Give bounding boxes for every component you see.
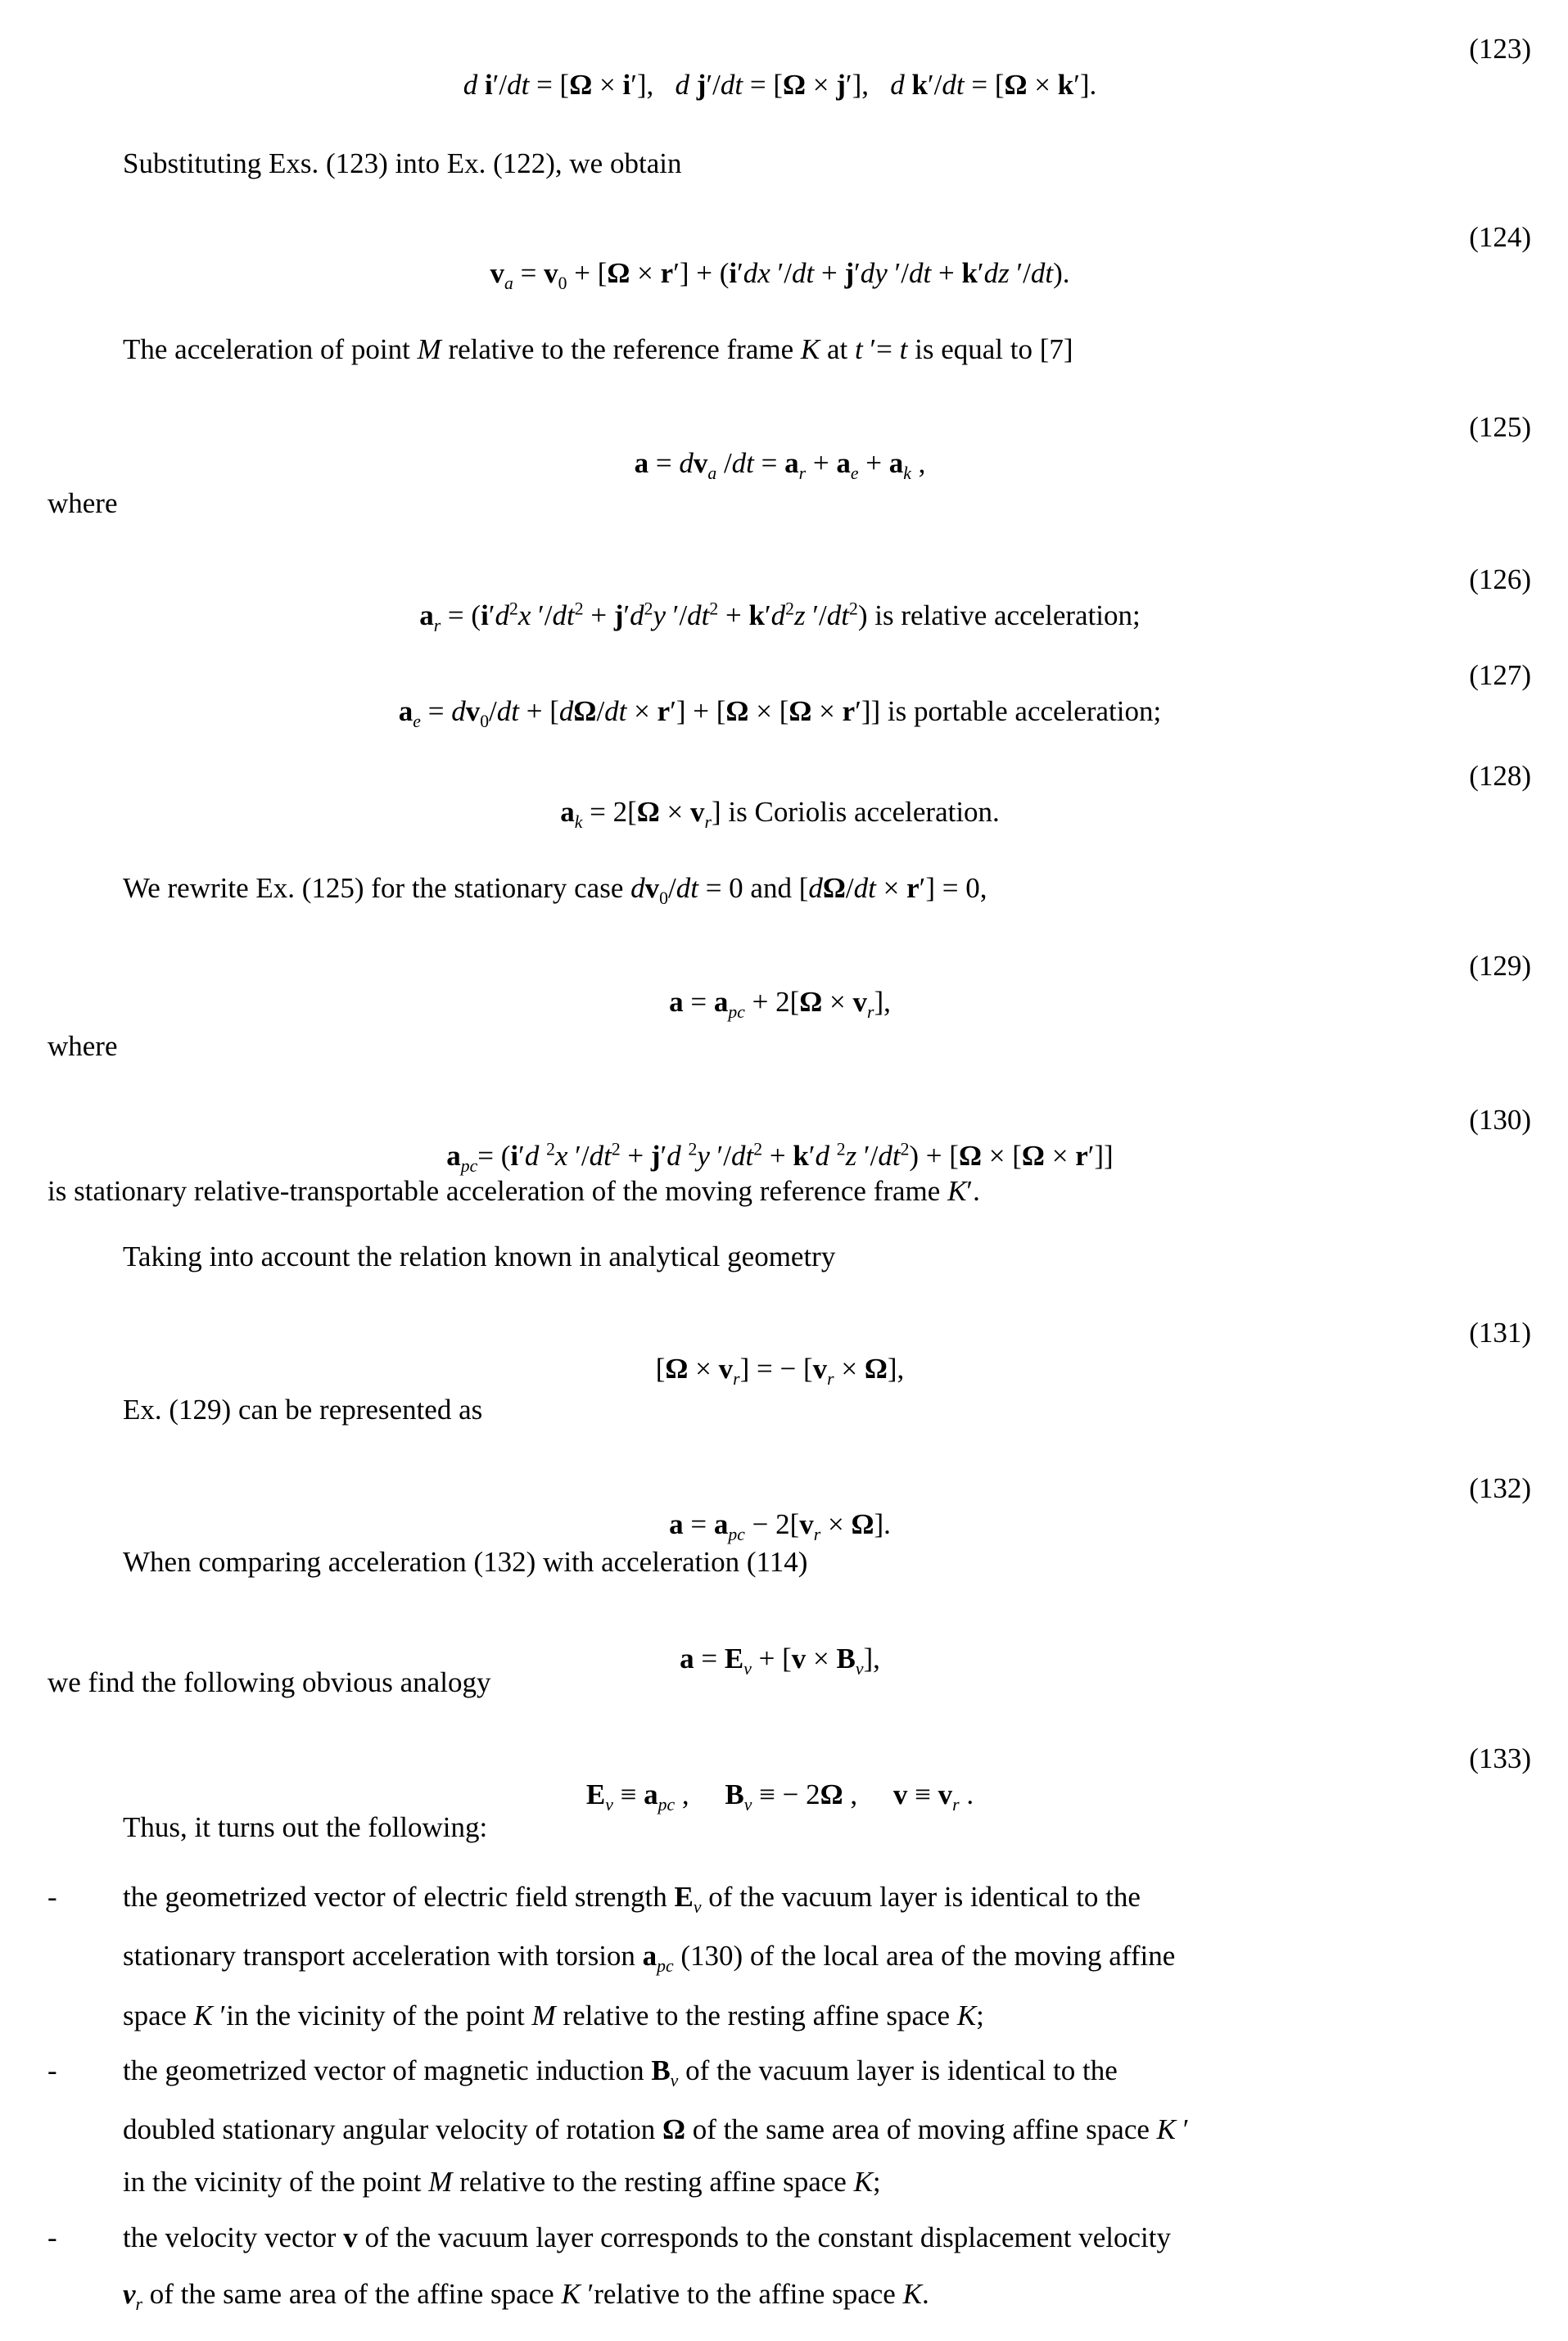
bullet-1-line-3: space K ′in the vicinity of the point M relative to the resting affine space K; xyxy=(123,2000,984,2031)
equation-132-body: $a = a_{pc} - 2[v_r \times \Omega]$. xyxy=(669,1507,891,1544)
equation-125-number: (125) xyxy=(1469,411,1531,443)
equation-131 xyxy=(0,1315,1531,1462)
label-where-1: where xyxy=(47,487,118,519)
bullet-2-marker: - xyxy=(47,2054,57,2086)
bullet-1-marker: - xyxy=(47,1881,57,1913)
paragraph-comparing: When comparing acceleration (132) with acceleration (114) xyxy=(123,1546,808,1578)
equation-128-number: (128) xyxy=(1469,760,1531,792)
bullet-1-line-1: the geometrized vector of electric field strength $E_v$ of the vacuum layer is identical to the xyxy=(123,1881,1141,1917)
bullet-2-line-3: in the vicinity of the point M relative to the resting affine space K; xyxy=(123,2166,881,2198)
equation-129 xyxy=(0,948,1531,1095)
equation-128-body: $a_k = 2[\Omega \times v_r]$ is Coriolis acceleration. xyxy=(560,795,1000,832)
bullet-2-line-1: the geometrized vector of magnetic induction $B_v$ of the vacuum layer is identical to the xyxy=(123,2054,1118,2090)
equation-125-body: $a = dv_a$ $/dt = a_r + a_e + a_k$ , xyxy=(634,446,926,483)
equation-126-body: $a_r = (i'd^2x$ $'/dt^2 + j'd^2y$ $'/dt^2 + k'd^2z$ $'/dt^2$) is relative acceleration; xyxy=(419,599,1141,635)
equation-126-number: (126) xyxy=(1469,563,1531,595)
equation-133-number: (133) xyxy=(1469,1742,1531,1774)
equation-127-body: $a_e = dv_0/dt + [d\Omega/dt \times r'] + [\Omega \times [\Omega \times r']]$ is portable acceleration; xyxy=(398,694,1162,731)
equation-132-number: (132) xyxy=(1469,1472,1531,1504)
equation-123-body: d i′/dt = [Ω × i′], d j′/dt = [Ω × j′], d k′/dt = [Ω × k′]. xyxy=(463,68,1097,101)
equation-field-analogy-body: $a = E_v + [v \times B_v]$, xyxy=(680,1642,880,1679)
equation-127-number: (127) xyxy=(1469,659,1531,691)
equation-129-number: (129) xyxy=(1469,950,1531,982)
equation-124-body: $v_a = v_0 + [\Omega \times r'] + (i'dx$ ′/dt + j′dy ′/dt + k′dz ′/dt). xyxy=(490,256,1070,293)
label-where-2: where xyxy=(47,1030,118,1062)
equation-129-body: $a = a_{pc} + 2[\Omega \times v_r]$, xyxy=(669,985,891,1022)
paragraph-stationary-note: is stationary relative-transportable acceleration of the moving reference frame K′. xyxy=(47,1175,980,1207)
bullet-3-marker: - xyxy=(47,2221,57,2253)
equation-131-body: $[\Omega \times v_r]$ = − $[v_r \times \Omega]$, xyxy=(655,1352,905,1389)
equation-130-body: $a_{pc}= (i'd$ $^2$x $'/dt^2 + j'd$ $^2$y $'/dt^2 + k'd$ $^2$z $'/dt^2) + [\Omega \times [\Omega \times r']]$ xyxy=(446,1139,1114,1176)
bullet-1-line-2: stationary transport acceleration with torsion $a_{pc}$ (130) of the local area of the moving affine xyxy=(123,1940,1176,1976)
equation-125 xyxy=(0,409,1531,556)
paragraph-ex129-represented: Ex. (129) can be represented as xyxy=(123,1394,483,1426)
paragraph-substituting: Substituting Exs. (123) into Ex. (122), we obtain xyxy=(123,147,682,179)
equation-130-number: (130) xyxy=(1469,1104,1531,1136)
paragraph-rewrite: We rewrite Ex. (125) for the stationary case $dv_0/dt = 0$ and [dΩ/dt × r′] = 0, xyxy=(123,872,987,908)
equation-123-number: (123) xyxy=(1469,33,1531,65)
equation-124-number: (124) xyxy=(1469,221,1531,253)
paragraph-taking-account: Taking into account the relation known in analytical geometry xyxy=(123,1241,836,1272)
equation-133-body: $E_v \equiv a_{pc}$ , $B_v$ ≡ − 2Ω , $v \equiv v_r$ . xyxy=(585,1778,974,1815)
bullet-2-line-2: doubled stationary angular velocity of rotation Ω of the same area of moving affine space K ′ xyxy=(123,2113,1190,2145)
bullet-3-line-1: the velocity vector v of the vacuum layer corresponds to the constant displacement velocity xyxy=(123,2221,1171,2253)
equation-131-number: (131) xyxy=(1469,1317,1531,1349)
paragraph-acceleration: The acceleration of point M relative to the reference frame K at t ′= t is equal to [7] xyxy=(123,333,1073,365)
bullet-3-line-2: $v_r$ of the same area of the affine space K ′relative to the affine space K. xyxy=(123,2278,929,2314)
paragraph-thus: Thus, it turns out the following: xyxy=(123,1811,488,1843)
paragraph-find-analogy: we find the following obvious analogy xyxy=(47,1666,491,1698)
